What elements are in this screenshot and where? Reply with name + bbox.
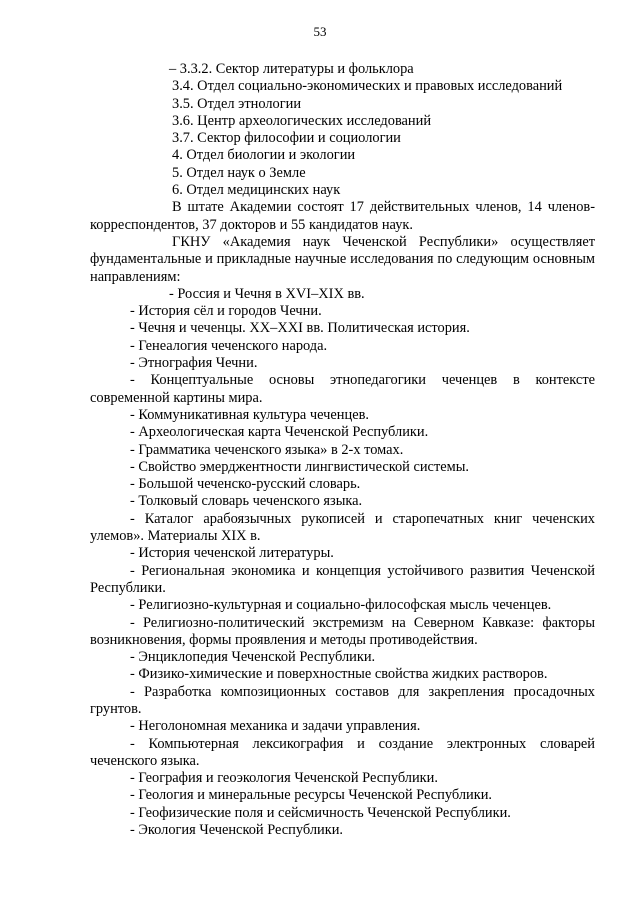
direction-item: - Коммуникативная культура чеченцев. [130,406,369,423]
direction-item: - Геология и минеральные ресурсы Чеченской Республики. [130,787,493,804]
direction-item: - Большой чеченско-русский словарь. [130,476,361,493]
direction-item: - Физико-химические и поверхностные свойства жидких растворов. [130,666,548,683]
direction-item: - Каталог арабоязычных рукописей и старопечатных книг чеченских улемов». Материалы XIX в. [90,510,595,545]
direction-item: - Генеалогия чеченского народа. [130,337,328,354]
page-number: 53 [313,24,327,39]
direction-item: - Энциклопедия Чеченской Республики. [130,649,376,666]
direction-item: - Археологическая карта Чеченской Республики. [130,424,429,441]
staff-paragraph: В штате Академии состоят 17 действительных членов, 14 членов-корреспондентов, 37 докторов и 55 кандидатов наук. [90,199,595,233]
direction-item: - География и геоэкология Чеченской Республики. [130,770,438,787]
direction-item: - Региональная экономика и концепция устойчивого развития Чеченской Республики. [90,562,595,596]
section-item: 3.6. Центр археологических исследований [172,112,432,129]
direction-item: - Религиозно-политический экстремизм на Северном Кавказе: факторы возникновения, формы проявления и методы противодействия. [90,614,595,648]
direction-item: - Свойство эмерджентности лингвистической системы. [130,458,469,475]
direction-item: - Компьютерная лексикография и создание электронных словарей чеченского языка. [90,735,595,769]
direction-item: - Этнография Чечни. [130,355,258,372]
direction-item: - Неголономная механика и задачи управления. [130,718,421,735]
direction-item: - История сёл и городов Чечни. [130,303,322,320]
section-item: 3.7. Сектор философии и социологии [172,130,401,147]
direction-item: - Россия и Чечня в XVI–XIX вв. [169,285,365,302]
direction-item: - Концептуальные основы этнопедагогики чеченцев в контексте современной картины мира. [90,372,595,406]
direction-item: - История чеченской литературы. [130,545,334,562]
direction-item: - Толковый словарь чеченского языка. [130,493,363,510]
section-item: 3.4. Отдел социально-экономических и правовых исследований [172,78,563,95]
section-item: 5. Отдел наук о Земле [172,164,306,181]
section-item: 6. Отдел медицинских наук [172,182,341,199]
section-list [90,61,595,199]
page-content [90,61,595,839]
direction-item: - Чечня и чеченцы. XX–XXI вв. Политическая история. [130,320,470,337]
direction-item: - Разработка композиционных составов для закрепления просадочных грунтов. [90,683,595,717]
direction-item: - Геофизические поля и сейсмичность Чеченской Республики. [130,804,511,821]
section-item: 3.5. Отдел этнологии [172,95,302,112]
direction-item: - Религиозно-культурная и социально-философская мысль чеченцев. [130,597,552,614]
direction-item: - Грамматика чеченского языка» в 2-х томах. [130,441,404,458]
section-item: – 3.3.2. Сектор литературы и фольклора [169,61,414,77]
section-item: 4. Отдел биологии и экологии [172,147,356,164]
directions-intro: ГКНУ «Академия наук Чеченской Республики» осуществляет фундаментальные и прикладные научные исследования по следующим основным направлениям: [90,233,595,285]
directions-list [90,286,595,840]
direction-item: - Экология Чеченской Республики. [130,822,343,839]
